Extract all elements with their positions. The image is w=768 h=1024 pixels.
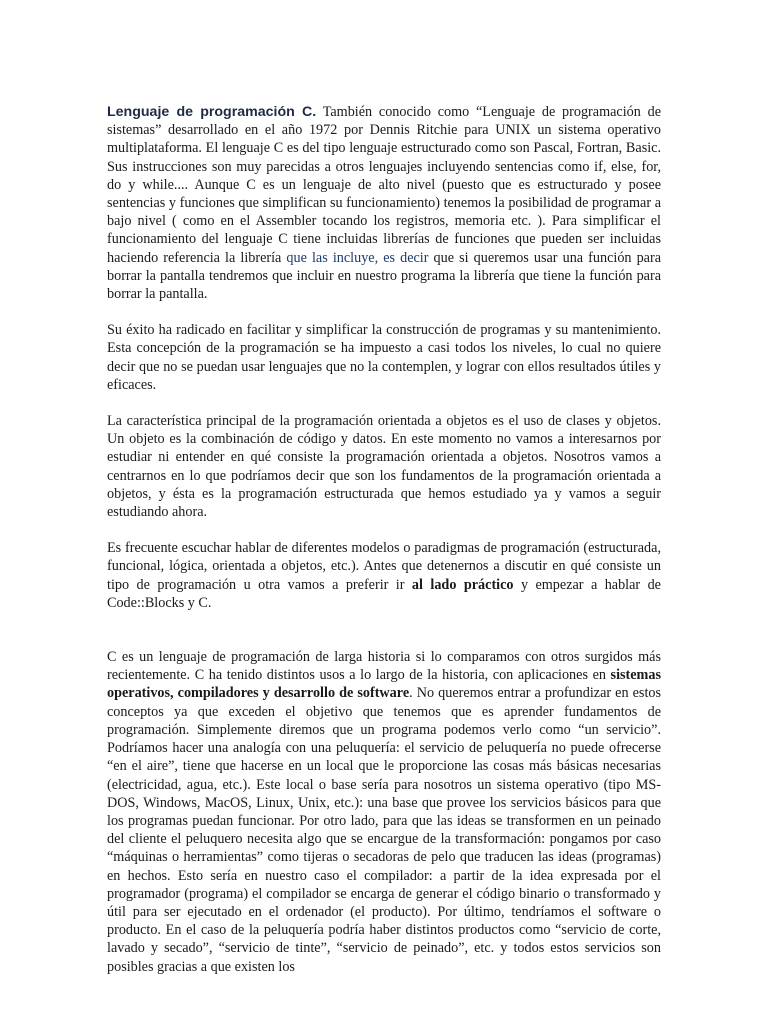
paragraph-2: Su éxito ha radicado en facilitar y simplificar la construcción de programas y su mantenimiento. Esta concepción de la programación se ha impuesto a casi todos los niveles, lo cual no quiere decir que no se puedan usar lenguajes que no la contemplen, y lograr con ellos resultados útiles y eficaces. xyxy=(107,322,661,393)
paragraph-5 xyxy=(107,648,661,976)
paragraph-5-text-a: C es un lenguaje de programación de larga historia si lo comparamos con otros surgidos más recientemente. C ha tenido distintos usos a lo largo de la historia, con aplicaciones en xyxy=(107,649,661,684)
paragraph-1-text-a: También conocido como “Lenguaje de programación de sistemas” desarrollado en el año 1972 por Dennis Ritchie para UNIX un sistema operativo multiplataforma. El lenguaje C es del tipo lenguaje estructurado como son Pascal, Fortran, Basic. Sus instrucciones son muy parecidas a otros lenguajes incluyendo sentencias como if, else, for, do y while.... Aunque C es un lenguaje de alto nivel (puesto que es estructurado y posee sentencias y funciones que simplifican su funcionamiento) tenemos la posibilidad de programar a bajo nivel ( como en el Assembler tocando los registros, memoria etc. ). Para simplificar el funcionamiento del lenguaje C tiene incluidas librerías de funciones que pueden ser incluidas haciendo referencia la librería xyxy=(107,104,661,266)
inline-link[interactable]: que las incluye, es decir xyxy=(286,249,429,266)
paragraph-4 xyxy=(107,539,661,612)
document-heading: Lenguaje de programación C. xyxy=(107,104,317,120)
paragraph-1 xyxy=(107,103,661,303)
paragraph-1-text-b: que si queremos usar una función para borrar la pantalla tendremos que incluir en nuestro programa la librería que tiene la función para borrar la pantalla. xyxy=(107,249,661,303)
paragraph-4-text-b: y empezar a hablar de Code::Blocks y C. xyxy=(107,576,661,611)
document-body xyxy=(107,103,661,994)
paragraph-5-bold: sistemas operativos, compiladores y desarrollo de software xyxy=(107,667,661,702)
paragraph-4-bold: al lado práctico xyxy=(411,576,514,593)
paragraph-4-text-a: Es frecuente escuchar hablar de diferentes modelos o paradigmas de programación (estructurada, funcional, lógica, orientada a objetos, etc.). Antes que detenernos a discutir en qué consiste un tipo de programación u otra vamos a preferir ir xyxy=(107,540,661,593)
paragraph-3: La característica principal de la programación orientada a objetos es el uso de clases y objetos. Un objeto es la combinación de código y datos. En este momento no vamos a interesarnos por estudiar ni entender en qué consiste la programación orientada a objetos. Nosotros vamos a centrarnos en lo que podríamos decir que son los fundamentos de la programación orientada a objetos, y ésta es la programación estructurada que hemos estudiado ya y vamos a seguir estudiando ahora. xyxy=(107,413,661,521)
paragraph-5-text-b: . No queremos entrar a profundizar en estos conceptos ya que exceden el objetivo que tenemos que es aprender fundamentos de programación. Simplemente diremos que un programa podemos verlo como “un servicio”. Podríamos hacer una analogía con una peluquería: el servicio de peluquería no puede ofrecerse “en el aire”, tiene que hacerse en un local que le proporcione las cosas más básicas necesarias (electricidad, agua, etc.). Este local o base sería para nosotros un sistema operativo (tipo MS-DOS, Windows, MacOS, Linux, Unix, etc.): una base que provee los servicios básicos para que los programas puedan funcionar. Por otro lado, para que las ideas se transformen en un peinado del cliente el peluquero necesita algo que se encargue de la transformación: pongamos por caso “máquinas o herramientas” como tijeras o secadoras de pelo que traducen las ideas (programas) en hechos. Esto sería en nuestro caso el compilador: a partir de la idea expresada por el programador (programa) el compilador se encarga de generar el código binario o transformado y útil para ser ejecutado en el ordenador (el producto). Por último, tendríamos el software o producto. En el caso de la peluquería podría haber distintos productos como “servicio de corte, lavado y secado”, “servicio de tinte”, “servicio de peinado”, etc. y todos estos servicios son posibles gracias a que existen los xyxy=(107,685,661,975)
